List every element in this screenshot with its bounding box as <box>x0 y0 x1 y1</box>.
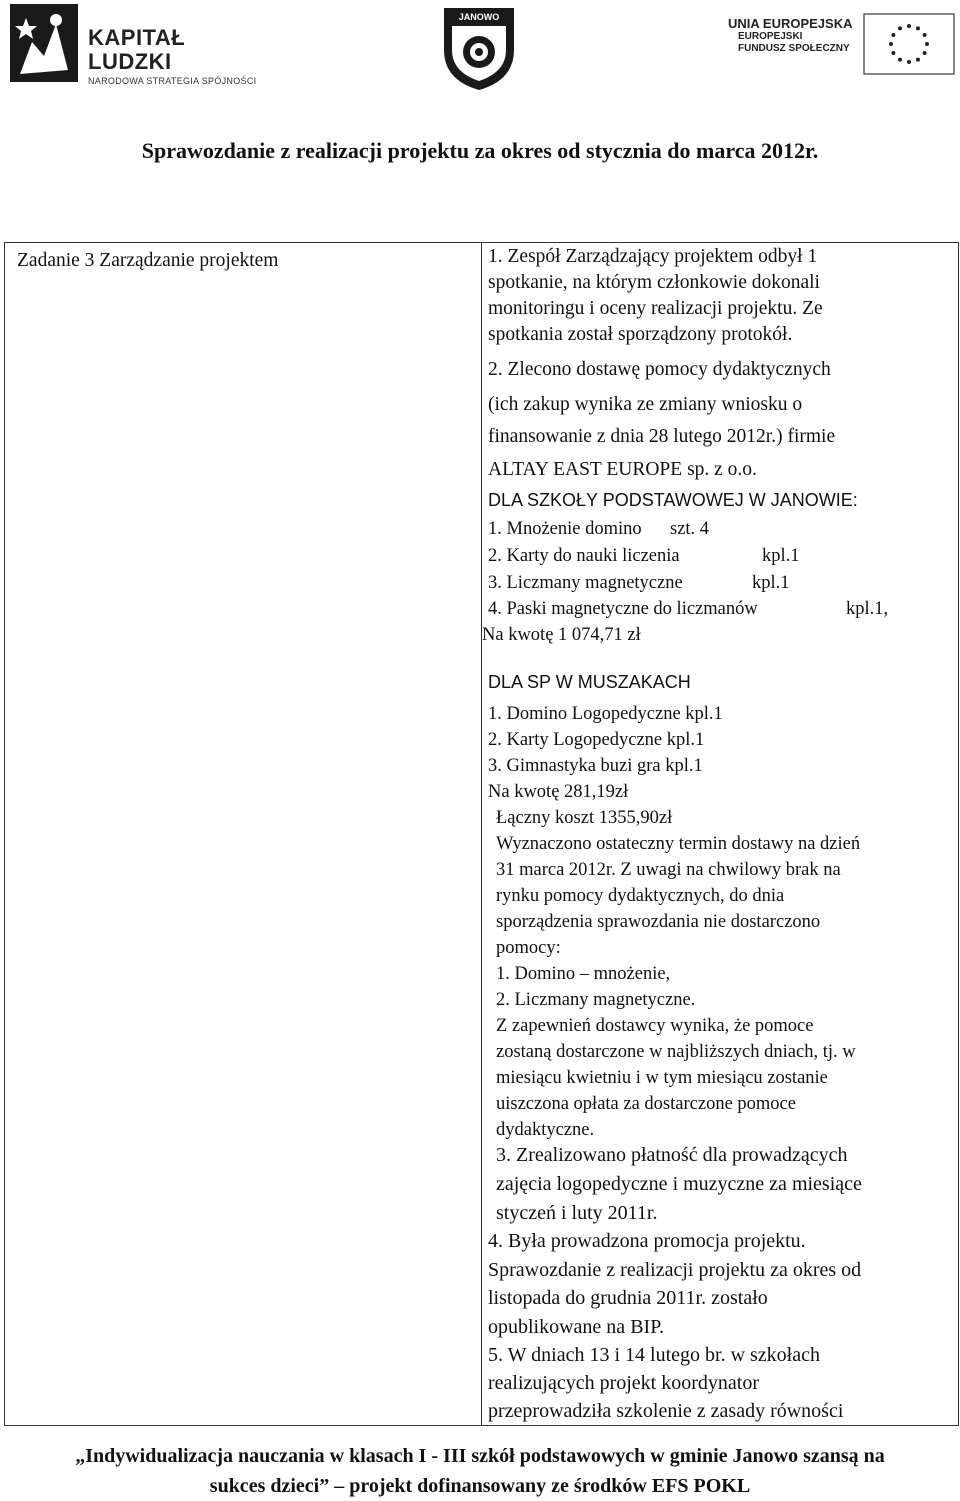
description-line: zajęcia logopedyczne i muzyczne za miesiące <box>496 1173 862 1195</box>
description-line: (ich zakup wynika ze zmiany wniosku o <box>488 394 803 415</box>
project-footer <box>0 1441 960 1501</box>
logo-left-subtitle: NARODOWA STRATEGIA SPÓJNOŚCI <box>88 76 257 86</box>
description-line: 1. Zespół Zarządzający projektem odbył 1 <box>488 246 818 267</box>
description-line: 31 marca 2012r. Z uwagi na chwilowy brak na <box>496 860 841 880</box>
description-line: DLA SZKOŁY PODSTAWOWEJ W JANOWIE: <box>488 490 858 510</box>
description-line: Łączny koszt 1355,90zł <box>496 808 673 828</box>
description-line: DLA SP W MUSZAKACH <box>488 672 691 692</box>
description-line: monitoringu i oceny realizacji projektu. Ze <box>488 298 823 319</box>
description-line: Z zapewnień dostawcy wynika, że pomoce <box>496 1016 814 1036</box>
description-line: rynku pomocy dydaktycznych, do dnia <box>496 886 785 906</box>
eu-star-icon <box>907 60 911 64</box>
description-line: Na kwotę 281,19zł <box>488 782 629 802</box>
description-line: 5. W dniach 13 i 14 lutego br. w szkołach <box>488 1344 820 1366</box>
description-line: kpl.1 <box>762 546 800 566</box>
janowo-crest-logo <box>436 4 522 92</box>
eu-star-icon <box>889 42 893 46</box>
description-line: Wyznaczono ostateczny termin dostawy na dzień <box>496 834 861 854</box>
description-line: 4. Była prowadzona promocja projektu. <box>488 1230 806 1252</box>
footer-line-2: sukces dzieci” – projekt dofinansowany ze środków EFS POKL <box>209 1475 751 1497</box>
footer-line-1: „Indywidualizacja nauczania w klasach I - III szkół podstawowych w gminie Janowo szansą na <box>75 1445 885 1467</box>
logo-left-title: KAPITAŁ LUDZKI <box>88 25 186 74</box>
description-line: zostaną dostarczone w najbliższych dniach, tj. w <box>496 1042 856 1062</box>
description-line: 2. Karty Logopedyczne kpl.1 <box>488 730 705 750</box>
logo-right-line3: FUNDUSZ SPOŁECZNY <box>738 43 850 54</box>
description-line: 3. Gimnastyka buzi gra kpl.1 <box>488 756 703 776</box>
description-line: Sprawozdanie z realizacji projektu za okres od <box>488 1259 862 1281</box>
description-line: 2. Karty do nauki liczenia <box>488 546 680 566</box>
page-header <box>0 0 960 100</box>
eu-star-icon <box>891 51 895 55</box>
description-line: dydaktyczne. <box>496 1120 595 1140</box>
logo-right-line1: UNIA EUROPEJSKA <box>728 16 853 31</box>
eu-star-icon <box>923 51 927 55</box>
description-line: 1. Domino Logopedyczne kpl.1 <box>488 704 723 724</box>
eu-star-icon <box>925 42 929 46</box>
eu-logo <box>728 12 960 76</box>
description-line: 3. Zrealizowano płatność dla prowadzących <box>496 1144 848 1166</box>
eu-star-icon <box>891 33 895 37</box>
description-line: kpl.1 <box>752 573 790 593</box>
description-line: spotkania został sporządzony protokół. <box>488 324 793 345</box>
description-line: szt. 4 <box>670 519 710 539</box>
description-line: listopada do grudnia 2011r. zostało <box>488 1287 768 1309</box>
description-line: Na kwotę 1 074,71 zł <box>482 625 641 645</box>
description-line: kpl.1, <box>846 599 889 619</box>
description-line: ALTAY EAST EUROPE sp. z o.o. <box>488 459 757 480</box>
logo-center-text: JANOWO <box>458 12 500 22</box>
description-line: opublikowane na BIP. <box>488 1316 665 1338</box>
description-line: 1. Domino – mnożenie, <box>496 964 671 984</box>
description-line: 1. Mnożenie domino <box>488 519 642 539</box>
eu-flag-icon <box>858 12 958 76</box>
description-line: 2. Liczmany magnetyczne. <box>496 990 696 1010</box>
column-divider <box>481 243 482 1425</box>
eu-star-icon <box>923 33 927 37</box>
eu-star-icon <box>898 58 902 62</box>
description-line: 4. Paski magnetyczne do liczmanów <box>488 599 758 619</box>
eu-star-icon <box>916 58 920 62</box>
document-title: Sprawozdanie z realizacji projektu za okres od stycznia do marca 2012r. <box>141 138 819 163</box>
kapital-ludzki-logo <box>10 4 270 84</box>
eu-star-icon <box>907 24 911 28</box>
task-label: Zadanie 3 Zarządzanie projektem <box>17 250 279 271</box>
eu-star-icon <box>916 26 920 30</box>
description-line: styczeń i luty 2011r. <box>496 1202 658 1224</box>
kapital-ludzki-emblem-icon <box>10 4 82 84</box>
description-line: przeprowadziła szkolenie z zasady równości <box>488 1400 844 1422</box>
description-line: sporządzenia sprawozdania nie dostarczono <box>496 912 821 932</box>
janowo-crest-icon <box>436 4 522 92</box>
description-line: spotkanie, na którym członkowie dokonali <box>488 272 820 293</box>
description-line: uiszczona opłata za dostarczone pomoce <box>496 1094 796 1114</box>
description-line: realizujących projekt koordynator <box>488 1372 759 1394</box>
eu-star-icon <box>898 26 902 30</box>
description-line: pomocy: <box>496 938 561 958</box>
logo-right-line2: EUROPEJSKI <box>738 31 803 42</box>
description-line: 3. Liczmany magnetyczne <box>488 573 683 593</box>
description-line: miesiącu kwietniu i w tym miesiącu zostanie <box>496 1068 828 1088</box>
description-line: finansowanie z dnia 28 lutego 2012r.) firmie <box>488 426 836 447</box>
description-line: 2. Zlecono dostawę pomocy dydaktycznych <box>488 359 831 380</box>
